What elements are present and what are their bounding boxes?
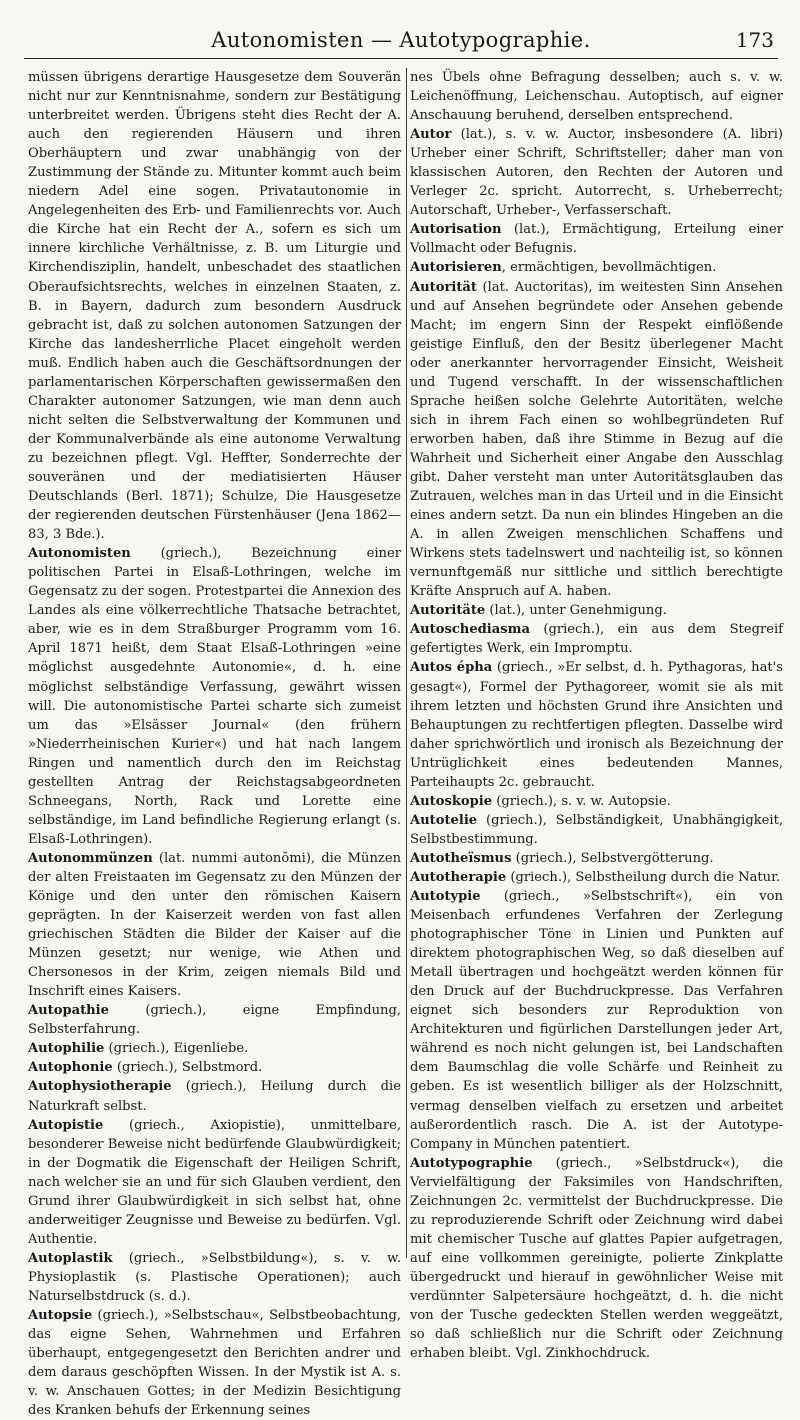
entry-text: (griech.), Heilung durch die Naturkraft selbst. [28,1079,401,1114]
entry-text: (lat.), unter Genehmigung. [485,603,667,619]
entry-text: (griech., Axiopistie), unmittelbare, besonderer Beweise nicht bedürfende Glaubwürdigkeit; in der Dogmatik die Eigenschaft der Heiligen Schrift, nach welcher sie an und für sich Glauben verdient, den Grund ihrer Glaubwürdigkeit in sich selbst hat, ohne anderweitiger Zeugnisse und Beweise zu bedürfen. Vgl. Authentie. [28,1117,401,1247]
dictionary-entry [28,1077,401,1115]
dictionary-entry [410,1154,783,1364]
dictionary-entry [410,601,783,620]
entry-text: (griech., »Selbstschrift«), ein von Meisenbach erfundenes Verfahren der Zerlegung photographischer Töne in Linien und Punkten auf direktem photographischen Weg, so daß dieselben auf Metall übertragen und hochgeätzt werden können für den Druck auf der Buchdruckpresse. Das Verfahren eignet sich besonders zur Reproduktion von Architekturen und figürlichen Darstellungen jeder Art, während es noch nicht gelungen ist, bei Landschaften dem Baumschlag die volle Schärfe und Reinheit zu geben. Es ist wesentlich billiger als der Holzschnitt, vermag denselben vielfach zu ersetzen und arbeitet außerordentlich rasch. Die A. ist der Autotype-Company in München patentiert. [410,889,783,1152]
entry-headword: Autoritäte [410,603,486,619]
dictionary-entry [28,544,401,849]
entry-text: (griech.), Selbstheilung durch die Natur. [506,869,781,885]
dictionary-entry [410,792,783,811]
dictionary-entry [410,68,783,125]
dictionary-entry [28,68,401,544]
entry-headword: Autos épha [410,660,493,676]
page-number: 173 [735,28,774,52]
dictionary-entry [28,1116,401,1249]
dictionary-entry [410,620,783,658]
dictionary-entry [410,849,783,868]
entry-headword: Autonommünzen [28,850,153,866]
entry-text: (griech., »Selbstbildung«), s. v. w. Physioplastik (s. Plastische Operationen); auch Naturselbstdruck (s. d.). [28,1250,401,1304]
entry-headword: Autoskopie [410,793,493,809]
column-divider [406,68,407,1258]
dictionary-entry [410,887,783,1154]
entry-headword: Autorisation [410,222,502,238]
entry-text: (lat. Auctoritas), im weitesten Sinn Ansehen und auf Ansehen begründete oder Ansehen gebende Macht; im engern Sinn der Respekt einflößende geistige Einfluß, den der Besitz überlegener Macht oder anerkannter hervorragender Einsicht, Weisheit und Tugend verschafft. In der wissenschaftlichen Sprache heißen solche Gelehrte Autoritäten, welche sich in ihrem Fach einen so wohlbegründeten Ruf erworben haben, daß ihre Stimme in Bezug auf die Wahrheit und Sicherheit einer Angabe den Ausschlag gibt. Daher versteht man unter Autoritätsglauben das Zutrauen, welches man in das Urteil und in die Einsicht eines andern setzt. Da nun ein blindes Hingeben an die A. in allen Zweigen menschlichen Schaffens und Wirkens stets tadelnswert und nachteilig ist, so können vernunftgemäß nur sittliche und sittlich berechtigte Kräfte Anspruch auf A. haben. [410,279,783,600]
entry-text: (griech.), Selbstmord. [112,1060,263,1076]
entry-headword: Autopsie [28,1308,93,1324]
entry-text: (griech.), eigne Empfindung, Selbsterfahrung. [28,1003,401,1038]
entry-headword: Autophonie [28,1060,113,1076]
entry-headword: Autotheïsmus [410,850,512,866]
entry-headword: Autonomisten [28,546,131,562]
right-column [410,68,783,1362]
dictionary-entry [410,658,783,791]
entry-headword: Autoplastik [28,1250,113,1266]
entry-headword: Autophilie [28,1041,105,1057]
entry-text: (lat.), s. v. w. Auctor, insbesondere (A. libri) Urheber einer Schrift, Schriftsteller; daher man von klassischen Autoren, den Rechten der Autoren und Verleger 2c. spricht. Autorrecht, s. Urheberrecht; Autorschaft, Urheber-, Verfasserschaft. [410,127,783,219]
entry-headword: Autotherapie [410,869,507,885]
left-column [28,68,401,1419]
entry-text: (griech.), Selbstvergötterung. [511,850,714,866]
entry-headword: Autopistie [28,1117,104,1133]
dictionary-entry [410,220,783,258]
dictionary-entry [410,258,783,277]
dictionary-entry [410,868,783,887]
entry-text: (griech.), »Selbstschau«, Selbstbeobachtung, das eigne Sehen, Wahrnehmen und Erfahren überhaupt, entgegengesetzt den Berichten andrer und dem daraus geschöpften Wissen. In der Mystik ist A. s. v. w. Anschauen Gottes; in der Medizin Besichtigung des Kranken behufs der Erkennung seines [28,1308,401,1419]
entry-text: (griech., »Selbstdruck«), die Vervielfältigung der Faksimiles von Handschriften, Zeichnungen 2c. vermittelst der Buchdruckpresse. Die zu reproduzierende Schrift oder Zeichnung wird dabei mit chemischer Tusche auf glattes Papier aufgetragen, auf eine vollkommen gereinigte, polierte Zinkplatte übergedruckt und hierauf in gewöhnlicher Weise mit verdünnter Salpetersäure hochgeätzt, d. h. die nicht von der Tusche gedeckten Stellen werden weggeätzt, so daß schließlich nur die Schrift oder Zeichnung erhaben bleibt. Vgl. Zinkhochdruck. [410,1155,783,1362]
entry-headword: Autotelie [410,812,478,828]
dictionary-entry [28,1058,401,1077]
page-title: Autonomisten — Autotypographie. [211,28,591,52]
entry-text: (lat. nummi autonŏmi), die Münzen der alten Freistaaten im Gegensatz zu den Münzen der Könige und den unter den römischen Kaisern geprägten. In der Kaiserzeit werden von fast allen griechischen Städten die Bilder der Kaiser auf die Münzen gesetzt; nur wenige, wie Athen und Chersonesos in der Krim, zeigen niemals Bild und Inschrift eines Kaisers. [28,850,401,1000]
entry-text: nes Übels ohne Befragung desselben; auch s. v. w. Leichenöffnung, Leichenschau. Autoptisch, auf eigner Anschauung beruhend, derselben entsprechend. [410,70,783,124]
entry-headword: Autopathie [28,1003,109,1019]
entry-text: (griech.), Eigenliebe. [104,1041,249,1057]
dictionary-entry [28,1001,401,1039]
entry-text: (lat.), Ermächtigung, Erteilung einer Vollmacht oder Befugnis. [410,222,783,257]
entry-headword: Autotypographie [410,1155,533,1171]
entry-text: müssen übrigens derartige Hausgesetze dem Souverän nicht nur zur Kenntnisnahme, sondern zur Bestätigung unterbreitet werden. Übrigens steht dies Recht der A. auch den regierenden Häusern und ihren Oberhäuptern und zwar unabhängig von der Zustimmung der Stände zu. Mitunter kommt auch beim niedern Adel eine sogen. Privatautonomie in Angelegenheiten des Erb- und Familienrechts vor. Auch die Kirche hat ein Recht der A., sofern es sich um innere kirchliche Verhältnisse, z. B. um Liturgie und Kirchendisziplin, handelt, unbeschadet des staatlichen Oberaufsichtsrechts, welches in einzelnen Staaten, z. B. in Bayern, dadurch zum besondern Ausdruck gebracht ist, daß zu solchen autonomen Satzungen der Kirche das landesherrliche Placet eingeholt werden muß. Endlich haben auch die Geschäftsordnungen der parlamentarischen Körperschaften gewissermaßen den Charakter autonomer Satzungen, wie man denn auch nicht selten die Selbstverwaltung der Kommunen und der Kommunalverbände als eine autonome Verwaltung zu bezeichnen pflegt. Vgl. Heffter, Sonderrechte der souveränen und der mediatisierten Häuser Deutschlands (Berl. 1871); Schulze, Die Hausgesetze der regierenden deutschen Fürstenhäuser (Jena 1862—83, 3 Bde.). [28,70,401,543]
entry-text: , ermächtigen, bevollmächtigen. [501,260,717,276]
entry-text: (griech., »Er selbst, d. h. Pythagoras, hat's gesagt«), Formel der Pythagoreer, womit sie als mit ihrem letzten und höchsten Grund ihre Ansichten und Behauptungen zu rechtfertigen pflegten. Dasselbe wird daher sprichwörtlich und ironisch als Bezeichnung der Untrüglichkeit eines bedeutenden Mannes, Parteihaupts 2c. gebraucht. [410,660,783,790]
entry-headword: Autophysiotherapie [28,1079,172,1095]
entry-text: (griech.), Selbständigkeit, Unabhängigkeit, Selbstbestimmung. [410,812,783,847]
dictionary-entry [410,278,783,602]
dictionary-entry [28,849,401,1001]
dictionary-entry [410,811,783,849]
entry-text: (griech.), ein aus dem Stegreif gefertigtes Werk, ein Impromptu. [410,622,783,657]
entry-headword: Autoschediasma [410,622,530,638]
entry-text: (griech.), Bezeichnung einer politischen Partei in Elsaß-Lothringen, welche im Gegensatz zu der sogen. Protestpartei die Annexion des Landes als eine völkerrechtliche Thatsache betrachtet, aber, wie es in dem Straßburger Programm vom 16. April 1871 heißt, dem Staat Elsaß-Lothringen »eine möglichst ausgedehnte Autonomie«, d. h. eine möglichst selbständige Verfassung, gewährt wissen will. Die autonomistische Partei scharte sich zumeist um das »Elsässer Journal« (den frühern »Niederrheinischen Kurier«) und hat nach langem Ringen und namentlich durch den im Reichstag gestellten Antrag der Reichstagsabgeordneten Schneegans, North, Rack und Lorette eine selbständige, im Land befindliche Regierung erlangt (s. Elsaß-Lothringen). [28,546,401,847]
dictionary-entry [28,1306,401,1420]
dictionary-entry [28,1249,401,1306]
entry-headword: Autorität [410,279,477,295]
entry-headword: Autorisieren [410,260,502,276]
entry-text: (griech.), s. v. w. Autopsie. [492,793,671,809]
entry-headword: Autotypie [410,889,481,905]
dictionary-entry [28,1039,401,1058]
running-head [24,22,778,59]
dictionary-entry [410,125,783,220]
entry-headword: Autor [410,127,452,143]
